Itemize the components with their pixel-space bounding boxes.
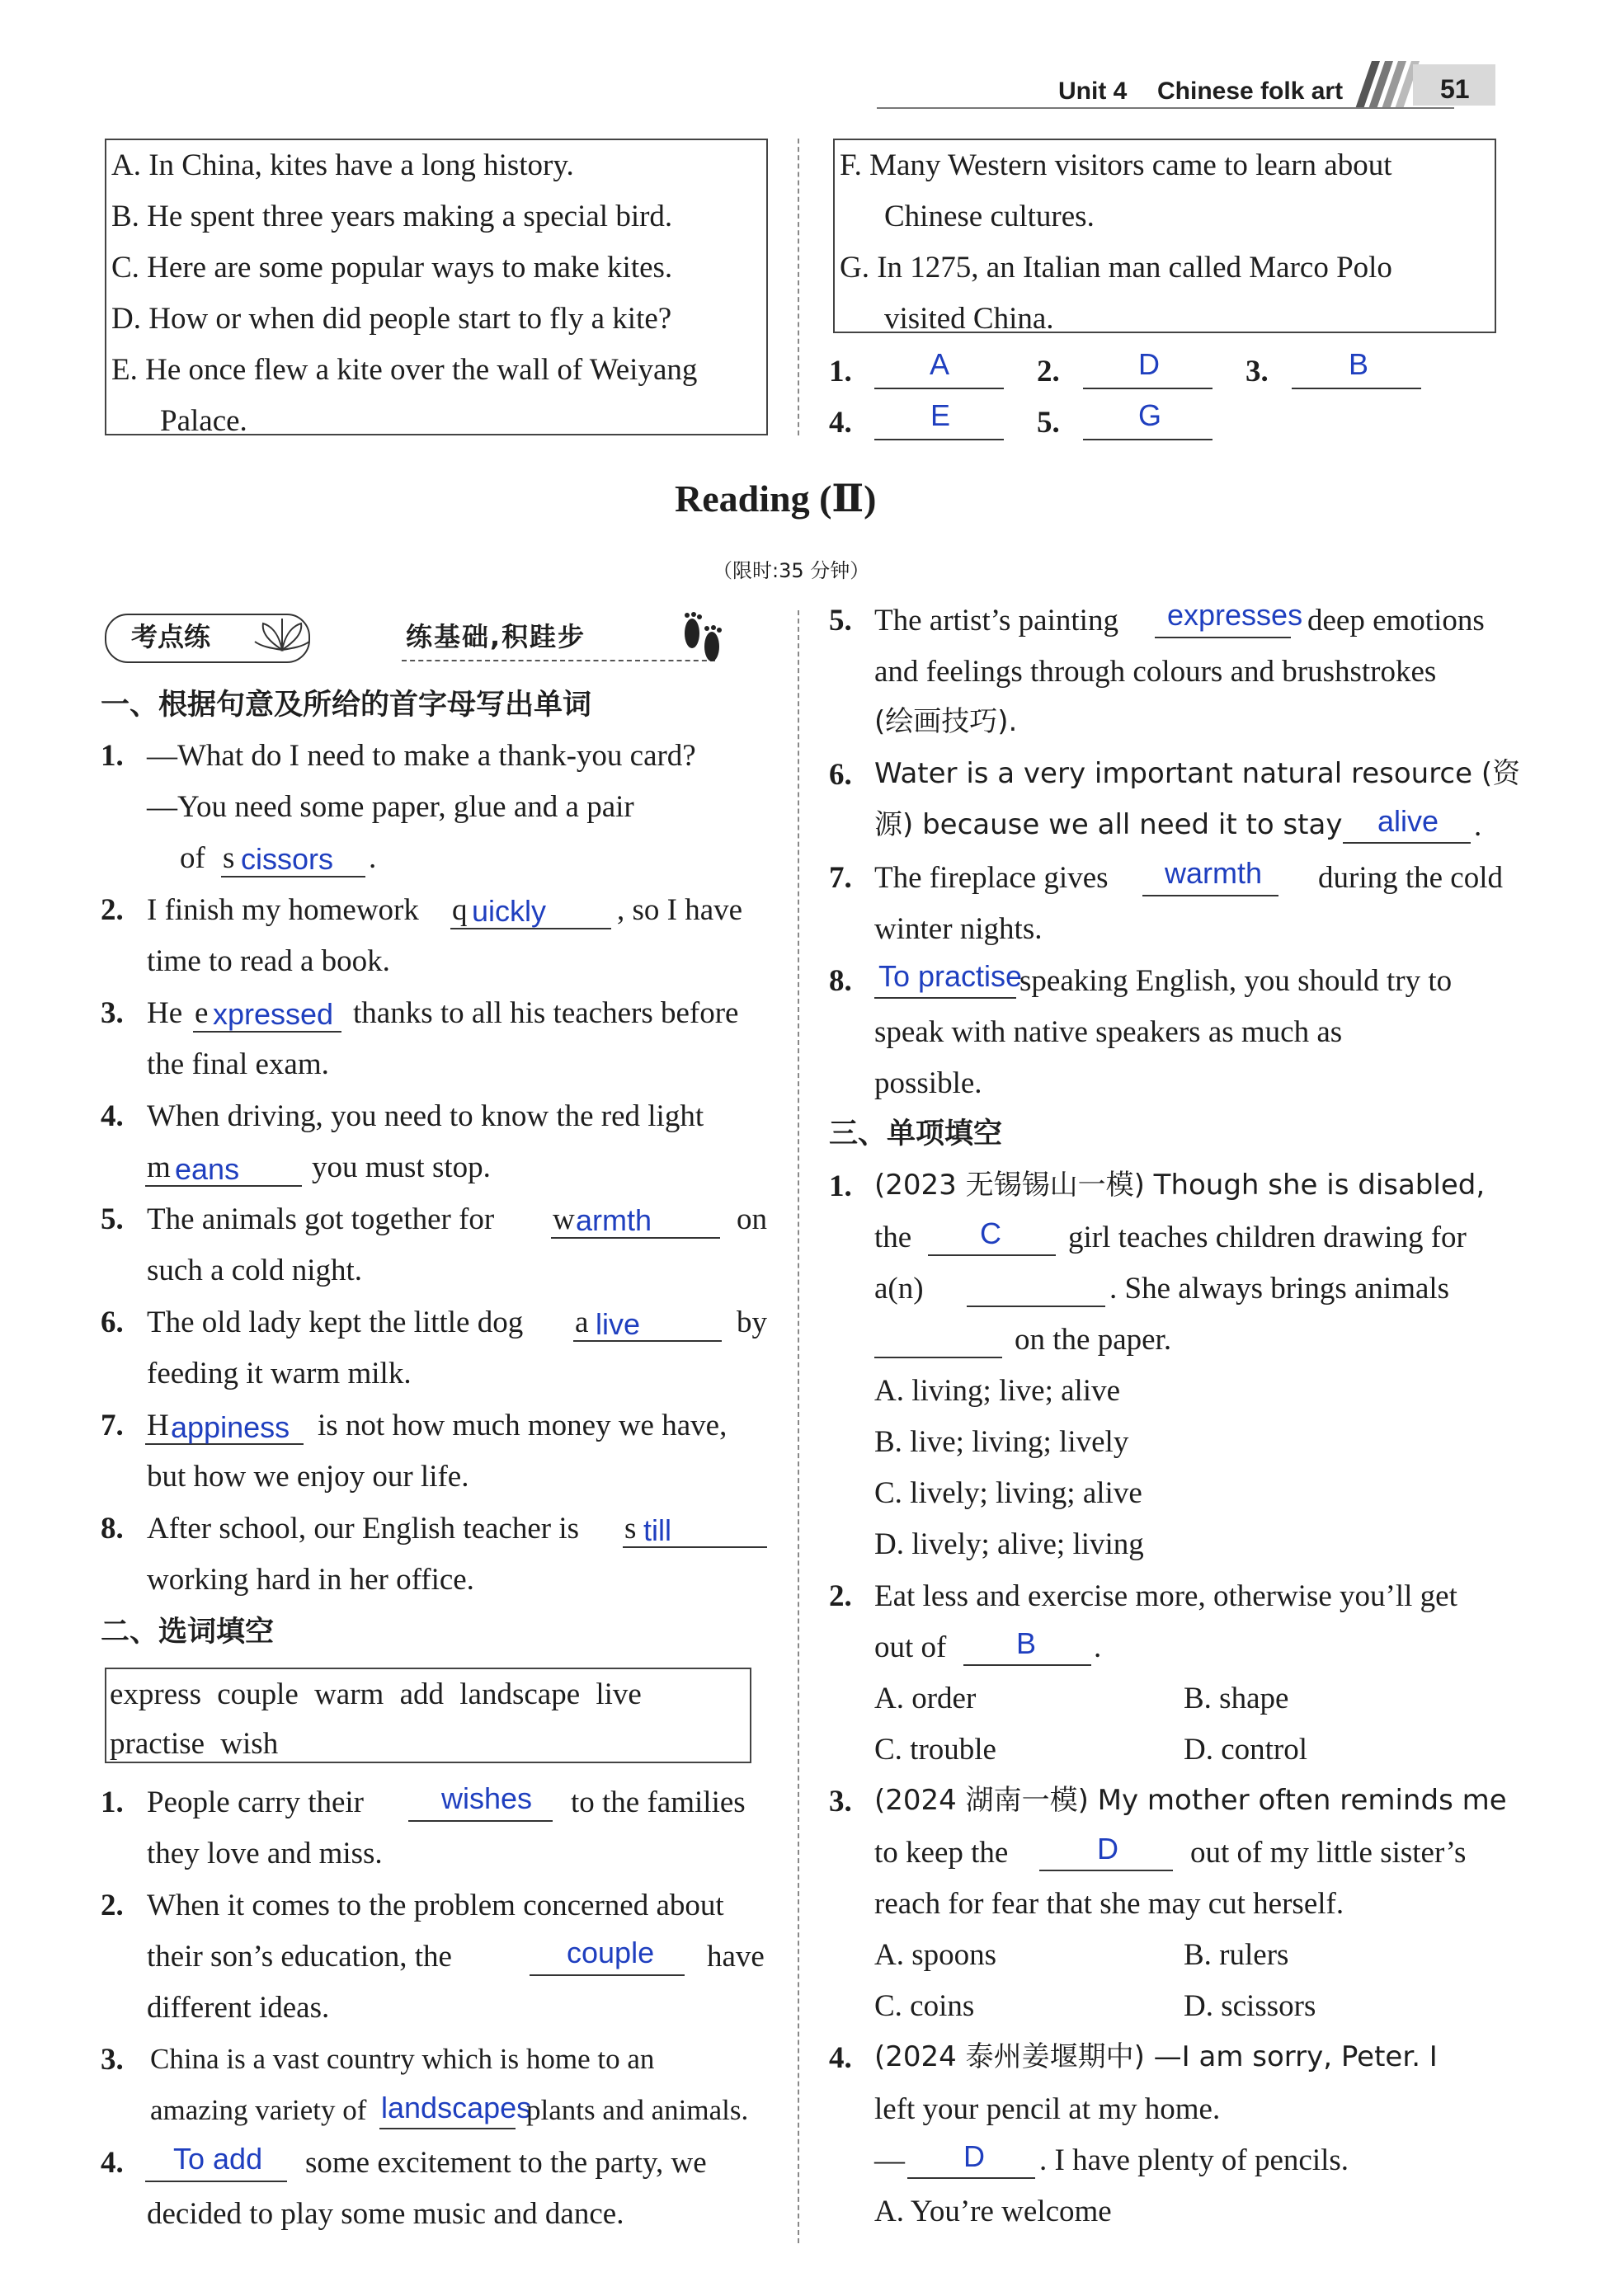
header-rule — [877, 107, 1454, 109]
p3-q4-line2: left your pencil at my home. — [874, 2092, 1221, 2126]
p1-q5-line2: such a cold night. — [147, 1254, 363, 1287]
p3-q2-option-d: D. control — [1184, 1733, 1308, 1767]
p3-q3-line1: (2024 湖南一模) My mother often reminds me — [874, 1784, 1507, 1817]
word-bank-line2: practise wish — [110, 1727, 279, 1761]
p1-q1-line1: —What do I need to make a thank-you card? — [147, 739, 696, 773]
p2-q5-line1b: deep emotions — [1307, 604, 1485, 638]
p2-q6-line1: Water is a very important natural resource (资 — [874, 757, 1521, 790]
p3-q2-option-c: C. trouble — [874, 1733, 996, 1767]
p3-q2-answer: B — [1016, 1626, 1037, 1660]
p2-q4-blank — [145, 2181, 287, 2182]
p3-q1-option-b: B. live; living; lively — [874, 1425, 1129, 1459]
p1-q8-line2: working hard in her office. — [147, 1563, 474, 1597]
p1-q1-blank — [221, 876, 365, 877]
p2-q3-line1: China is a vast country which is home to an — [150, 2043, 655, 2075]
p2-q7-answer: warmth — [1165, 856, 1263, 890]
p3-q3-line2a: to keep the — [874, 1836, 1009, 1870]
p2-q5-line1a: The artist’s painting — [874, 604, 1118, 638]
p2-q3-blank — [379, 2128, 516, 2129]
p2-q4-num: 4. — [101, 2146, 124, 2180]
p1-q6-answer: live — [596, 1307, 641, 1341]
p1-q7-line1b: is not how much money we have, — [318, 1409, 728, 1442]
option-e: E. He once flew a kite over the wall of Weiyang — [111, 353, 698, 387]
p2-q2-blank — [530, 1974, 685, 1976]
p2-q5-num: 5. — [829, 604, 852, 638]
option-f-cont: Chinese cultures. — [884, 200, 1095, 233]
p1-q5-line1b: on — [737, 1202, 767, 1236]
top-answer-num-2: 2. — [1037, 355, 1060, 388]
footprint-icon — [674, 610, 732, 668]
p1-q2-answer: uickly — [472, 894, 547, 928]
p1-q4-letter: m — [147, 1150, 171, 1184]
top-answer-num-5: 5. — [1037, 406, 1060, 440]
option-b: B. He spent three years making a special bird. — [111, 200, 673, 233]
p2-q2-line2a: their son’s education, the — [147, 1940, 452, 1974]
column-divider-top — [798, 139, 799, 435]
p2-q8-line2: speak with native speakers as much as — [874, 1015, 1343, 1049]
p3-q1-blank3 — [874, 1357, 1002, 1358]
p2-q3-answer: landscapes — [381, 2091, 532, 2124]
p1-q2-line1b: , so I have — [617, 893, 743, 927]
p1-q1-num: 1. — [101, 739, 124, 773]
p2-q4-answer: To add — [173, 2142, 263, 2176]
p1-q4-line1: When driving, you need to know the red light — [147, 1099, 704, 1133]
p2-q8-num: 8. — [829, 964, 852, 998]
p2-q6-num: 6. — [829, 758, 852, 792]
top-answer-3: B — [1349, 347, 1369, 381]
p2-q6-answer: alive — [1377, 804, 1439, 838]
p3-q3-line3: reach for fear that she may cut herself. — [874, 1887, 1344, 1921]
p1-q4-line2b: you must stop. — [312, 1150, 491, 1184]
p1-q6-line1b: by — [737, 1306, 767, 1339]
p3-q4-option-a: A. You’re welcome — [874, 2195, 1112, 2228]
p1-q7-letter: H — [147, 1409, 169, 1442]
top-answer-num-4: 4. — [829, 406, 852, 440]
top-answer-4: E — [930, 398, 951, 432]
p2-q5-line2: and feelings through colours and brushstrokes — [874, 655, 1437, 689]
p3-q2-blank — [963, 1664, 1091, 1666]
page-header — [877, 61, 1495, 111]
p3-q3-answer: D — [1097, 1832, 1118, 1866]
p3-q1-option-a: A. living; live; alive — [874, 1374, 1121, 1408]
option-f: F. Many Western visitors came to learn about — [840, 148, 1392, 182]
p3-q3-option-a: A. spoons — [874, 1938, 997, 1972]
p3-q3-num: 3. — [829, 1785, 852, 1818]
p1-q8-answer: till — [643, 1513, 671, 1547]
p2-q8-line1b: speaking English, you should try to — [1019, 964, 1453, 998]
part3-title: 三、单项填空 — [829, 1117, 1003, 1150]
p2-q8-answer: To practise — [878, 959, 1023, 993]
part2-title: 二、选词填空 — [101, 1616, 275, 1649]
p2-q2-answer: couple — [567, 1936, 655, 1969]
p2-q1-blank — [408, 1820, 553, 1822]
p2-q1-line2: they love and miss. — [147, 1837, 383, 1870]
top-answer-1: A — [930, 347, 950, 381]
p2-q2-num: 2. — [101, 1889, 124, 1922]
p3-q1-line3a: a(n) — [874, 1272, 924, 1306]
p1-q1-answer: cissors — [241, 842, 334, 876]
p2-q1-line1b: to the families — [571, 1786, 746, 1819]
top-answer-blank-4 — [874, 439, 1004, 440]
p3-q3-line2b: out of my little sister’s — [1190, 1836, 1467, 1870]
p2-q5-line3: (绘画技巧). — [874, 705, 1018, 738]
p3-q4-blank — [907, 2177, 1035, 2179]
sentence-box-right — [833, 139, 1496, 336]
p2-q7-line2: winter nights. — [874, 912, 1043, 946]
p1-q5-blank — [551, 1237, 720, 1239]
time-limit: （限时:35 分钟） — [713, 559, 870, 582]
p3-q4-line3b: . I have plenty of pencils. — [1039, 2143, 1349, 2177]
p2-q6-line2b: . — [1474, 809, 1482, 843]
p1-q5-line1a: The animals got together for — [147, 1202, 495, 1236]
p3-q1-blank1 — [928, 1254, 1056, 1256]
p2-q3-line2a: amazing variety of — [150, 2094, 367, 2126]
p2-q6-blank — [1343, 842, 1471, 844]
p1-q2-blank — [450, 928, 611, 929]
p2-q2-line3: different ideas. — [147, 1991, 330, 2025]
p3-q3-blank — [1039, 1870, 1173, 1871]
flower-icon — [253, 617, 311, 658]
p2-q5-answer: expresses — [1167, 598, 1303, 632]
p2-q1-answer: wishes — [441, 1781, 533, 1815]
p1-q3-letter: e — [195, 996, 209, 1030]
p1-q3-answer: xpressed — [213, 997, 334, 1031]
p1-q3-line1a: He — [147, 996, 183, 1030]
top-answer-num-1: 1. — [829, 355, 852, 388]
section-title: Reading (Ⅱ) — [675, 478, 877, 520]
p2-q7-line1b: during the cold — [1318, 861, 1504, 895]
p1-q2-line1a: I finish my homework — [147, 893, 419, 927]
column-divider-main — [798, 610, 799, 2243]
p3-q4-line1: (2024 泰州姜堰期中) —I am sorry, Peter. I — [874, 2040, 1438, 2073]
p1-q8-letter: s — [624, 1512, 637, 1546]
unit-title: Chinese folk art — [1157, 78, 1344, 105]
option-g-cont: visited China. — [884, 302, 1054, 336]
top-answer-blank-1 — [874, 388, 1004, 389]
p2-q7-blank — [1142, 895, 1278, 896]
top-answer-5: G — [1138, 398, 1162, 432]
p2-q7-num: 7. — [829, 861, 852, 895]
top-answer-blank-5 — [1083, 439, 1213, 440]
p1-q1-line2: —You need some paper, glue and a pair — [147, 790, 634, 824]
top-answer-blank-3 — [1292, 388, 1421, 389]
p3-q4-answer: D — [963, 2139, 985, 2173]
p1-q3-num: 3. — [101, 996, 124, 1030]
banner-underline — [402, 660, 715, 661]
p3-q2-line2a: out of — [874, 1630, 947, 1664]
p2-q5-blank — [1155, 637, 1291, 638]
p1-q3-blank — [193, 1031, 341, 1033]
unit-label: Unit 4 — [1058, 78, 1128, 105]
p1-q6-num: 6. — [101, 1306, 124, 1339]
p3-q1-line2a: the — [874, 1221, 912, 1254]
p3-q1-option-d: D. lively; alive; living — [874, 1527, 1144, 1561]
option-e-cont: Palace. — [160, 404, 247, 438]
p3-q2-line1: Eat less and exercise more, otherwise you’ll get — [874, 1579, 1457, 1613]
word-bank-line1: express couple warm add landscape live — [110, 1677, 642, 1711]
p3-q3-option-c: C. coins — [874, 1989, 975, 2023]
banner-left: 考点练 — [131, 621, 211, 652]
p2-q6-line2a: 源) because we all need it to stay — [874, 808, 1343, 841]
p2-q1-num: 1. — [101, 1786, 124, 1819]
p1-q1-line3: of — [180, 841, 205, 875]
p1-q7-answer: appiness — [171, 1410, 290, 1444]
p1-q4-num: 4. — [101, 1099, 124, 1133]
p1-q6-line1a: The old lady kept the little dog — [147, 1306, 524, 1339]
p2-q4-line1b: some excitement to the party, we — [305, 2146, 707, 2180]
p3-q3-option-b: B. rulers — [1184, 1938, 1289, 1972]
p1-q5-letter: w — [553, 1202, 575, 1236]
top-answer-2: D — [1138, 347, 1160, 381]
word-bank-box — [105, 1668, 751, 1763]
p1-q7-line2: but how we enjoy our life. — [147, 1460, 469, 1494]
p3-q1-line2b: girl teaches children drawing for — [1068, 1221, 1467, 1254]
p3-q1-blank2 — [967, 1306, 1105, 1307]
p1-q6-line2: feeding it warm milk. — [147, 1357, 412, 1390]
sentence-box-left — [105, 139, 768, 438]
p3-q2-option-a: A. order — [874, 1682, 977, 1715]
p1-q6-letter: a — [575, 1306, 589, 1339]
p3-q2-num: 2. — [829, 1579, 852, 1613]
p3-q1-num: 1. — [829, 1169, 852, 1203]
page-number: 51 — [1440, 74, 1470, 104]
p3-q4-num: 4. — [829, 2041, 852, 2075]
p3-q2-line2b: . — [1094, 1630, 1102, 1664]
p1-q8-line1a: After school, our English teacher is — [147, 1512, 580, 1546]
p2-q8-blank — [874, 997, 1016, 999]
option-c: C. Here are some popular ways to make kites. — [111, 251, 673, 285]
part1-title: 一、根据句意及所给的首字母写出单词 — [101, 689, 592, 722]
p3-q1-line1: (2023 无锡锡山一模) Though she is disabled, — [874, 1169, 1486, 1202]
p1-q8-num: 8. — [101, 1512, 124, 1546]
p1-q2-letter: q — [452, 893, 468, 927]
p1-q5-answer: armth — [576, 1203, 652, 1237]
p1-q4-answer: eans — [175, 1152, 240, 1186]
banner-right: 练基础,积跬步 — [406, 621, 586, 652]
p1-q2-num: 2. — [101, 893, 124, 927]
p3-q2-option-b: B. shape — [1184, 1682, 1289, 1715]
p2-q8-line3: possible. — [874, 1066, 982, 1100]
option-a: A. In China, kites have a long history. — [111, 148, 574, 182]
option-d: D. How or when did people start to fly a kite? — [111, 302, 672, 336]
top-answer-blank-2 — [1083, 388, 1213, 389]
p2-q3-line2b: plants and animals. — [526, 2094, 749, 2126]
p2-q2-line2b: have — [707, 1940, 765, 1974]
p1-q5-num: 5. — [101, 1202, 124, 1236]
p2-q4-line2: decided to play some music and dance. — [147, 2197, 624, 2231]
p3-q3-option-d: D. scissors — [1184, 1989, 1316, 2023]
p1-q1-letter: s — [223, 841, 235, 875]
p3-q1-line4: on the paper. — [1015, 1323, 1172, 1357]
p1-q7-num: 7. — [101, 1409, 124, 1442]
p2-q3-num: 3. — [101, 2043, 124, 2077]
p3-q4-line3a: — — [874, 2143, 905, 2177]
p3-q1-line3b: . She always brings animals — [1109, 1272, 1450, 1306]
p1-q2-line2: time to read a book. — [147, 944, 390, 978]
option-g: G. In 1275, an Italian man called Marco Polo — [840, 251, 1392, 285]
practice-banner — [105, 610, 732, 668]
top-answer-num-3: 3. — [1245, 355, 1269, 388]
p3-q1-option-c: C. lively; living; alive — [874, 1476, 1142, 1510]
p1-q3-line2: the final exam. — [147, 1047, 329, 1081]
p3-q1-answer: C — [980, 1216, 1001, 1250]
p1-q1-period: . — [369, 841, 377, 875]
p1-q3-line1b: thanks to all his teachers before — [353, 996, 739, 1030]
p2-q7-line1a: The fireplace gives — [874, 861, 1109, 895]
p2-q2-line1: When it comes to the problem concerned about — [147, 1889, 724, 1922]
p2-q1-line1a: People carry their — [147, 1786, 364, 1819]
